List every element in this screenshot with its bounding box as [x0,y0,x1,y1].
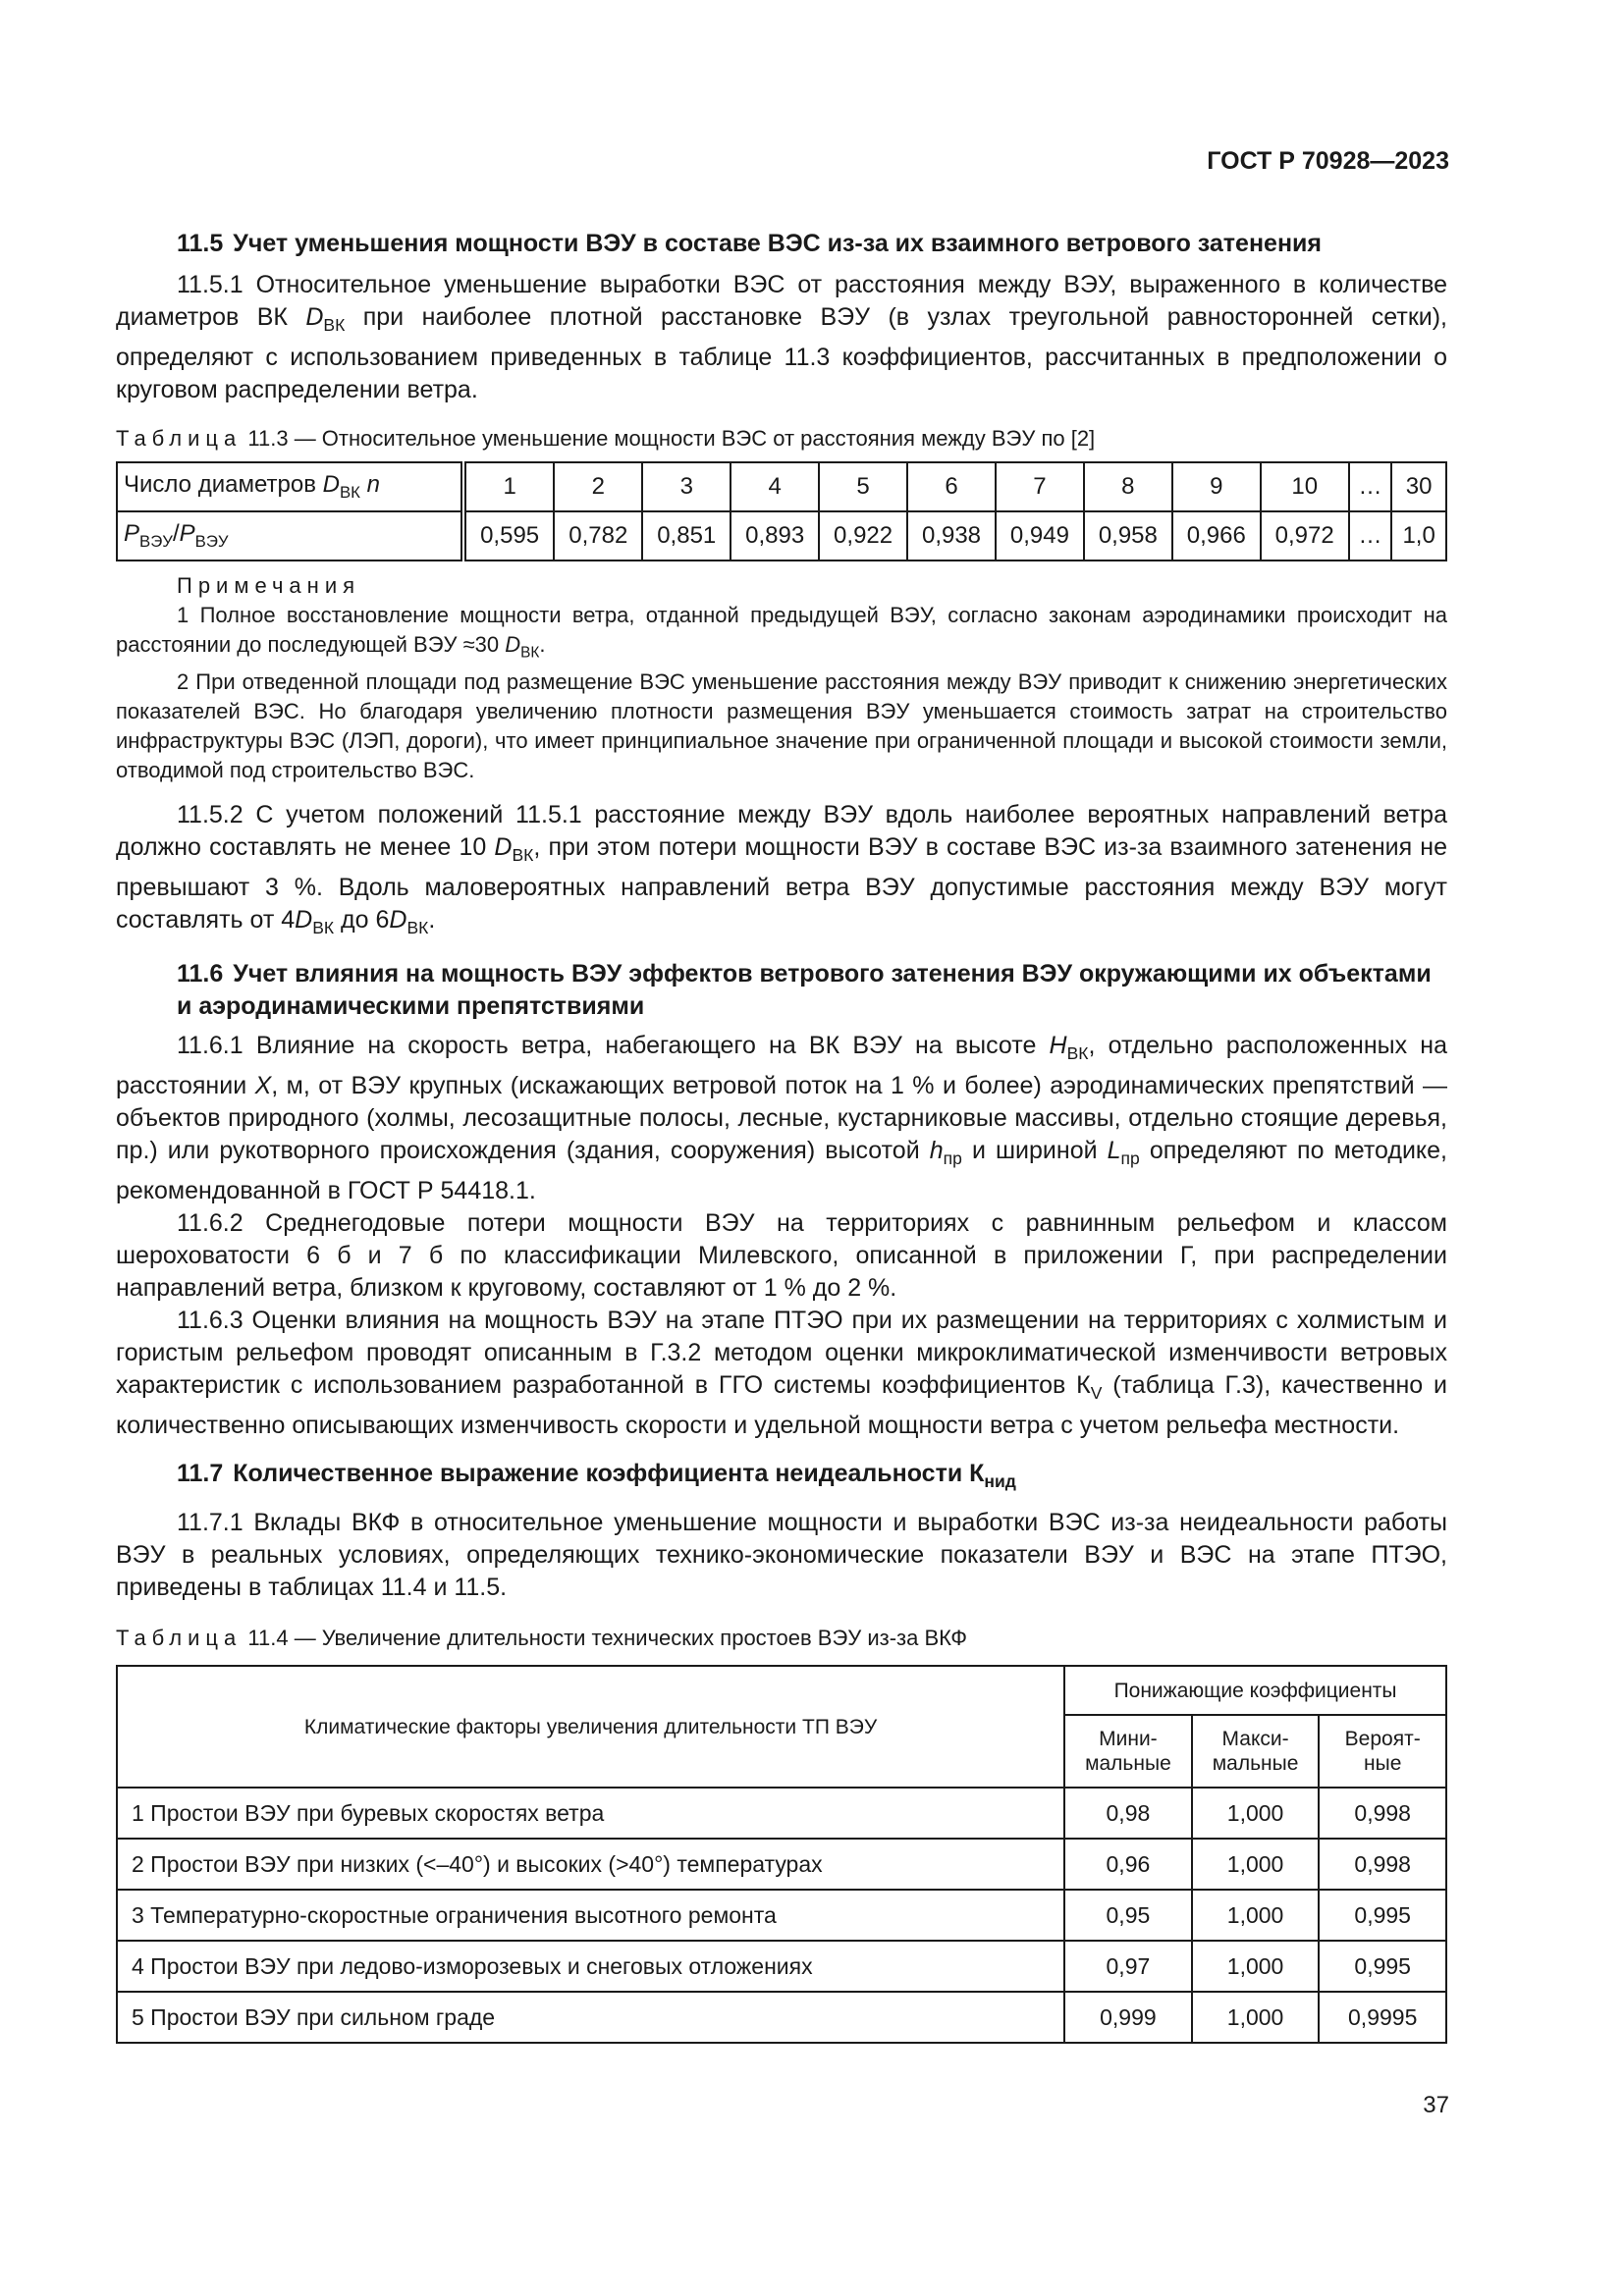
table-cell: 8 [1084,462,1172,511]
note-2: 2 При отведенной площади под размещение ВЭС уменьшение расстояния между ВЭУ приводит к снижению энергетических показателей ВЭС. Но благодаря увеличению плотности размещения ВЭУ уменьшается стоимость затрат на строительство инфраструктуры ВЭС (ЛЭП, дороги), что имеет принципиальное значение при ограниченной площади и высокой стоимости земли, отводимой под строительство ВЭС. [116,669,1447,783]
paragraph-11-6-3: 11.6.3 Оценки влияния на мощность ВЭУ на этапе ПТЭО при их размещении на территориях с холмистым и гористым рельефом проводят описанным в Г.3.2 методом оценки микроклиматической изменчивости ветровых характеристик с использованием разработанной в ГГО системы коэффициентов $К_V$ (таблица Г.3), качественно и количественно описывающих изменчивость скорости и удельной мощности ветра с учетом рельефа местности. [116,1307,1447,1440]
table-cell: 6 [907,462,996,511]
table-cell: … [1349,511,1392,561]
table-cell: 1 [463,462,554,511]
section-11-5-heading [116,228,1447,260]
table-cell: 0,595 [463,511,554,561]
section-number: 11.5 [177,230,224,257]
probable-cell: 0,998 [1319,1839,1446,1890]
row-header-diameters: Число диаметров $D_{ВК}$ n [117,462,463,511]
max-cell: 1,000 [1192,1890,1320,1941]
note-1: 1 Полное восстановление мощности ветра, отданной предыдущей ВЭУ, согласно законам аэродинамики происходит на расстоянии до последующей ВЭУ ≈30 $D_{ВК}$. [116,603,1447,662]
page-number: 37 [1423,2092,1449,2118]
table-header-row [117,1666,1446,1715]
probable-cell: 0,998 [1319,1788,1446,1839]
table-cell: 5 [819,462,907,511]
table-row [117,1941,1446,1992]
factor-cell: 4 Простои ВЭУ при ледово-изморозевых и снеговых отложениях [117,1941,1064,1992]
page-content [116,137,1447,2044]
paragraph-11-6-2: 11.6.2 Среднегодовые потери мощности ВЭУ на территориях с равнинным рельефом и классом шероховатости 6 б и 7 б по классификации Милевского, описанной в приложении Г, при распределении направлений ветра, близком к круговому, составляют от 1 % до 2 %. [116,1209,1447,1303]
paragraph-11-7-1: 11.7.1 Вклады ВКФ в относительное уменьшение мощности и выработки ВЭС из-за неидеальности работы ВЭУ в реальных условиях, определяющих технико-экономические показатели ВЭУ и ВЭС на этапе ПТЭО, приведены в таблицах 11.4 и 11.5. [116,1509,1447,1602]
table-cell: 0,938 [907,511,996,561]
factor-cell: 2 Простои ВЭУ при низких (<–40°) и высоких (>40°) температурах [117,1839,1064,1890]
paragraph-11-6-1: 11.6.1 Влияние на скорость ветра, набегающего на ВК ВЭУ на высоте $H_{ВК}$, отдельно расположенных на расстоянии X, м, от ВЭУ крупных (искажающих ветровой поток на 1 % и более) аэродинамических препятствий — объектов природного (холмы, лесозащитные полосы, лесные, кустарниковые массивы, отдельно стоящие деревья, пр.) или рукотворного происхождения (здания, сооружения) высотой $h_{пр}$ и шириной $L_{пр}$ определяют по методике, рекомендованной в ГОСТ Р 54418.1. [116,1032,1448,1205]
min-cell: 0,95 [1064,1890,1192,1941]
table-cell: 0,949 [996,511,1084,561]
column-header-max: Макси- мальные [1192,1715,1320,1788]
table-cell: 0,972 [1261,511,1349,561]
min-cell: 0,97 [1064,1941,1192,1992]
section-number: 11.7 [177,1460,224,1488]
table-cell: 0,893 [731,511,819,561]
table-cell: 3 [642,462,731,511]
section-title: Количественное выражение коэффициента неидеальности К [233,1460,985,1488]
section-11-7-heading [116,1458,1447,1498]
column-header-min: Мини- мальные [1064,1715,1192,1788]
table-row [117,1839,1446,1890]
section-title-subscript: нид [984,1471,1016,1492]
table-row [117,1890,1446,1941]
notes-title: Примечания [177,573,361,598]
min-cell: 0,96 [1064,1839,1192,1890]
max-cell: 1,000 [1192,1992,1320,2043]
table-cell: 1,0 [1391,511,1446,561]
document-code: ГОСТ Р 70928—2023 [1207,147,1449,175]
paragraph-11-5-2: 11.5.2 С учетом положений 11.5.1 расстояние между ВЭУ вдоль наиболее вероятных направлений ветра должно составлять не менее 10 $D_{ВК}$, при этом потери мощности ВЭУ в составе ВЭС из-за взаимного затенения не превышают 3 %. Вдоль маловероятных направлений ветра ВЭУ допустимые расстояния между ВЭУ могут составлять от $4D_{ВК}$ до $6D_{ВК}$. [116,801,1447,938]
table-11-4 [116,1665,1447,2044]
probable-cell: 0,995 [1319,1941,1446,1992]
row-header-power-ratio: $P_{ВЭУ}/P_{ВЭУ}$ [117,511,463,561]
max-cell: 1,000 [1192,1788,1320,1839]
factor-cell: 3 Температурно-скоростные ограничения высотного ремонта [117,1890,1064,1941]
table-notes [116,571,1447,785]
table-cell: 30 [1391,462,1446,511]
section-title: Учет влияния на мощность ВЭУ эффектов ветрового затенения ВЭУ окружающими их объектами и аэродинамическими препятствиями [177,960,1432,1021]
table-cell: 10 [1261,462,1349,511]
table-11-4-caption: Таблица 11.4 — Увеличение длительности технических простоев ВЭУ из-за ВКФ [116,1626,967,1651]
table-cell: 7 [996,462,1084,511]
table-cell: 0,958 [1084,511,1172,561]
probable-cell: 0,995 [1319,1890,1446,1941]
factor-cell: 1 Простои ВЭУ при буревых скоростях ветра [117,1788,1064,1839]
table-11-3 [116,461,1447,561]
table-11-3-caption: Таблица 11.3 — Относительное уменьшение мощности ВЭС от расстояния между ВЭУ по [2] [116,426,1096,451]
min-cell: 0,999 [1064,1992,1192,2043]
factor-cell: 5 Простои ВЭУ при сильном граде [117,1992,1064,2043]
column-header-probable: Вероят- ные [1319,1715,1446,1788]
table-row [117,1992,1446,2043]
section-11-6-heading [116,958,1447,1023]
probable-cell: 0,9995 [1319,1992,1446,2043]
max-cell: 1,000 [1192,1839,1320,1890]
max-cell: 1,000 [1192,1941,1320,1992]
table-cell: 0,966 [1172,511,1261,561]
section-number: 11.6 [177,960,224,988]
table-cell: 0,782 [554,511,642,561]
min-cell: 0,98 [1064,1788,1192,1839]
paragraph-11-5-1: 11.5.1 Относительное уменьшение выработки ВЭС от расстояния между ВЭУ, выраженного в количестве диаметров ВК $D_{ВК}$ при наиболее плотной расстановке ВЭУ (в узлах треугольной равносторонней сетки), определяют с использованием приведенных в таблице 11.3 коэффициентов, рассчитанных в предположении о круговом распределении ветра. [116,271,1447,403]
column-header-factor: Климатические факторы увеличения длительности ТП ВЭУ [117,1666,1064,1788]
table-cell: 4 [731,462,819,511]
table-cell: 2 [554,462,642,511]
table-row [117,1788,1446,1839]
column-header-group: Понижающие коэффициенты [1064,1666,1446,1715]
table-cell: 0,922 [819,511,907,561]
table-row [117,462,1446,511]
section-title: Учет уменьшения мощности ВЭУ в составе ВЭС из-за их взаимного ветрового затенения [233,230,1323,257]
table-cell: … [1349,462,1392,511]
table-cell: 9 [1172,462,1261,511]
table-cell: 0,851 [642,511,731,561]
table-row [117,511,1446,561]
